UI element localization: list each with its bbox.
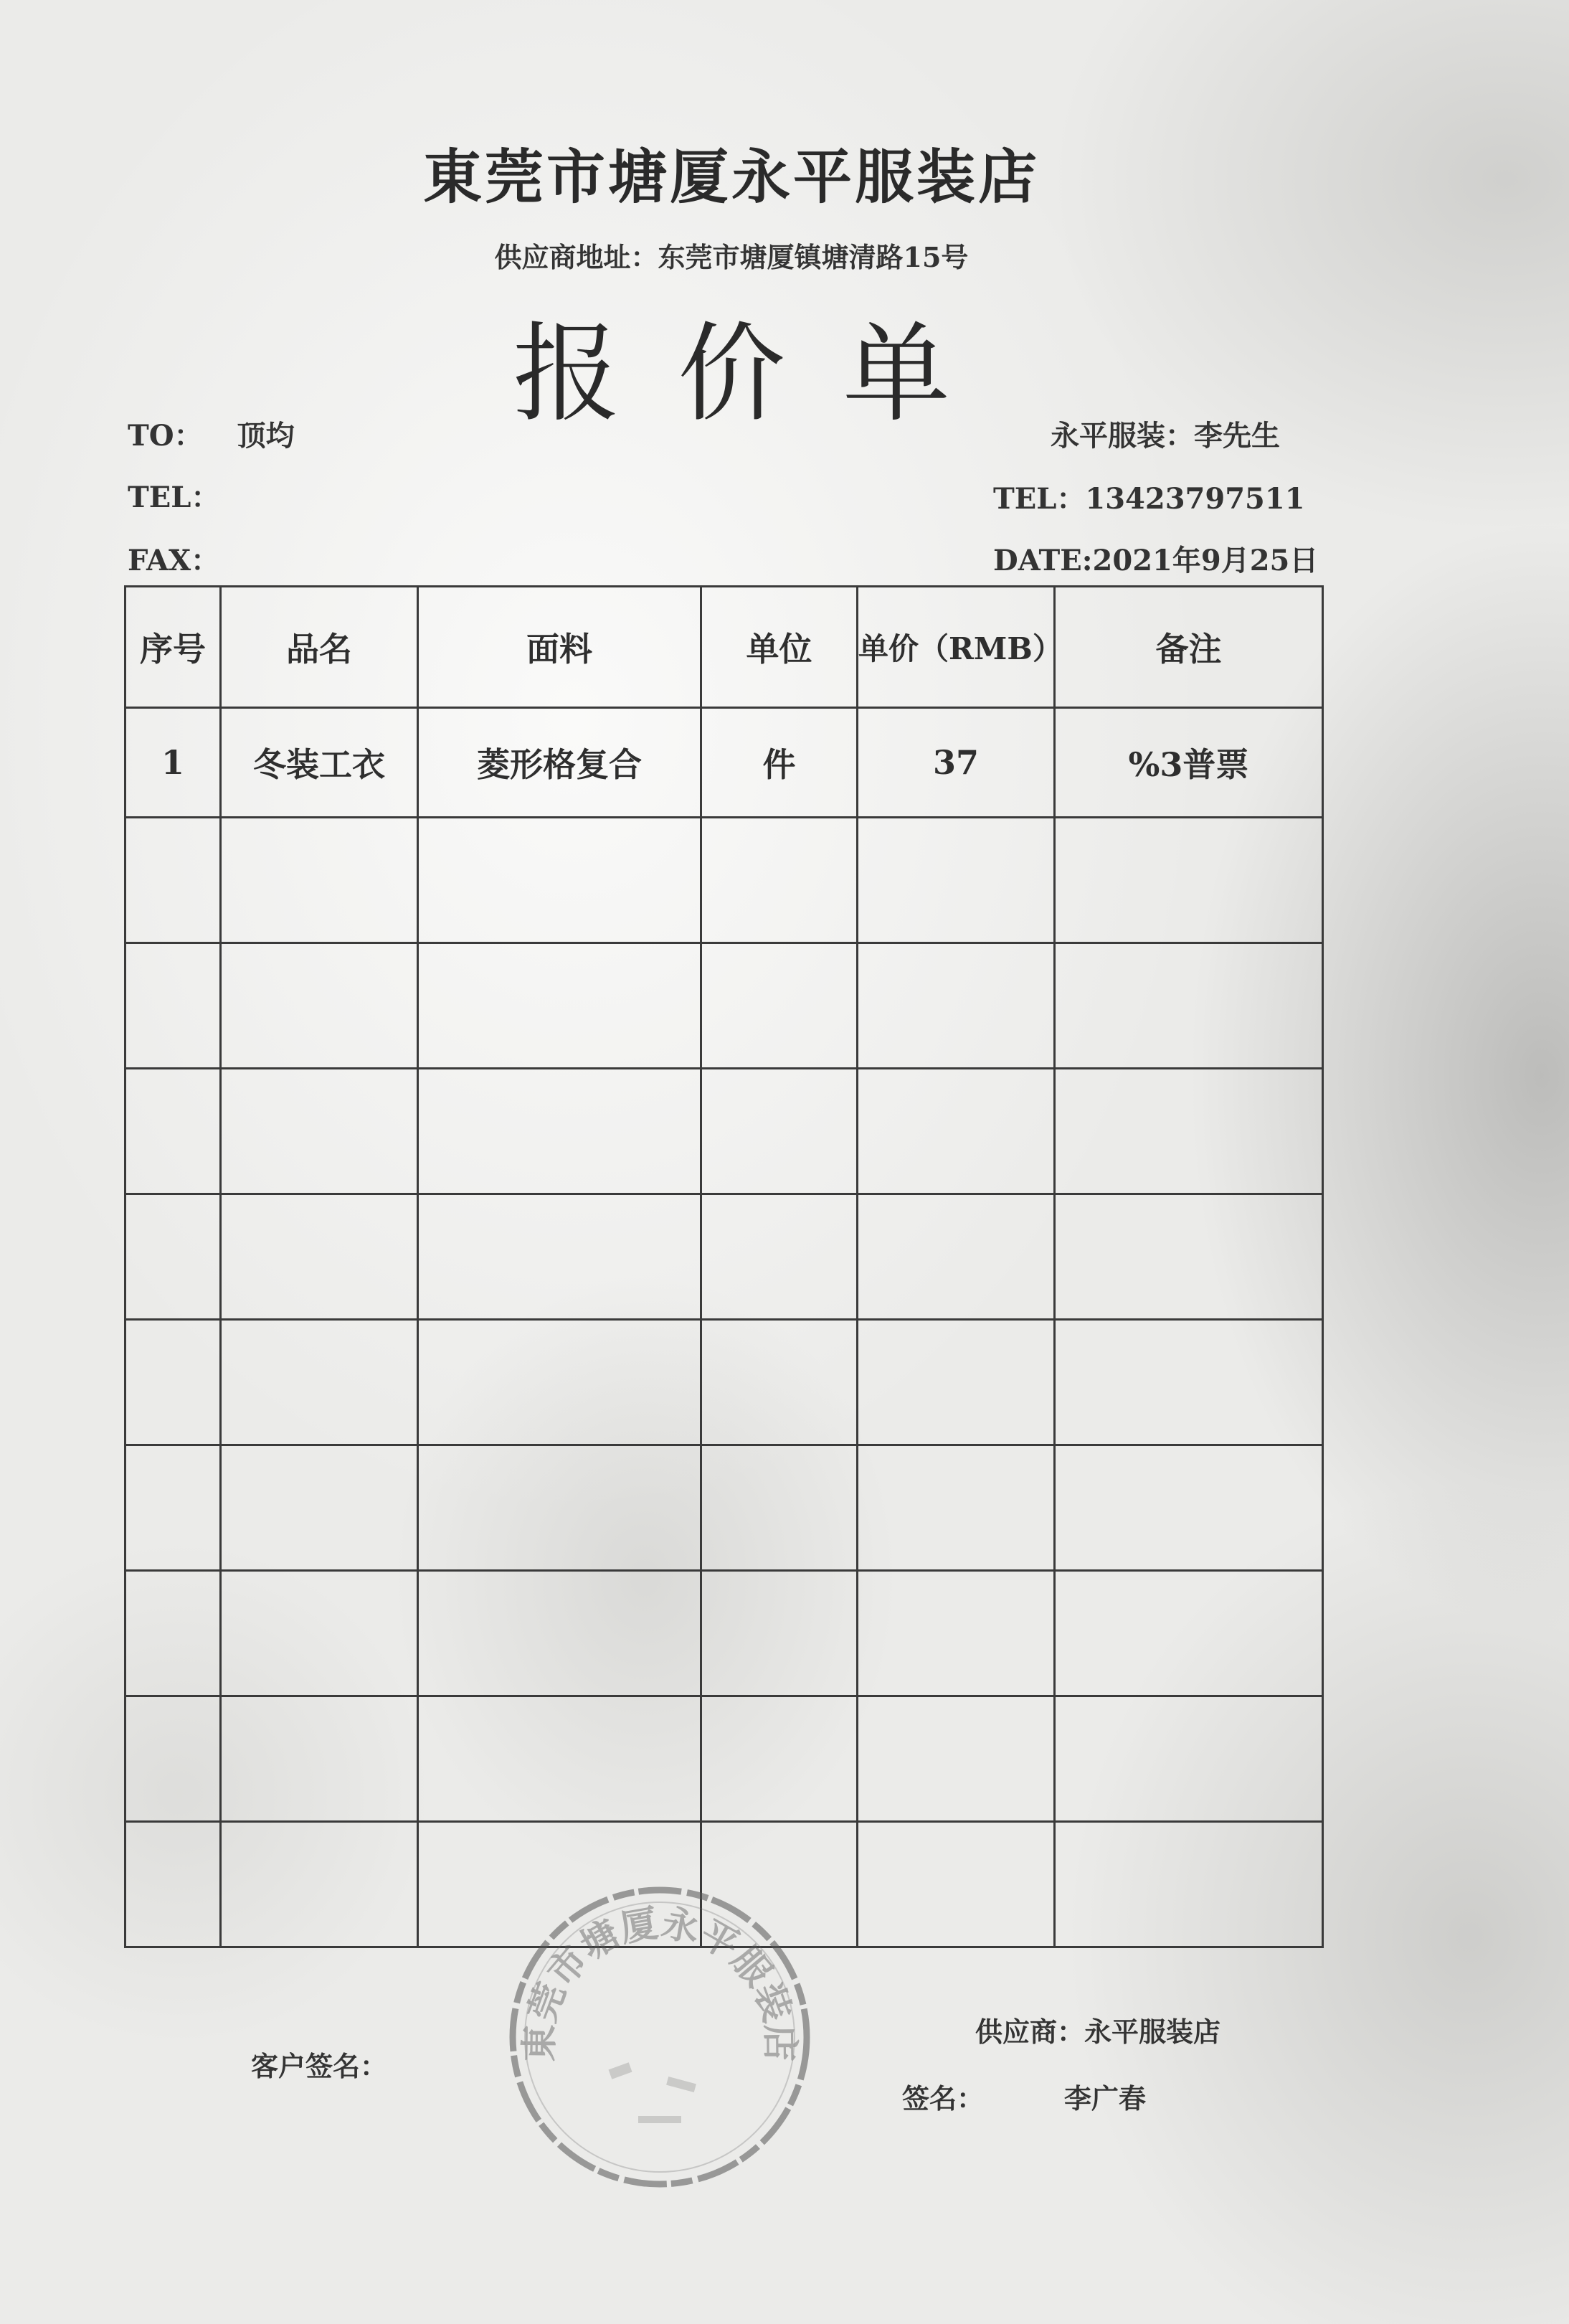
supplier-contact: 永平服装：李先生	[1051, 419, 1280, 453]
col-header-product: 品名	[221, 587, 418, 708]
supplier-signature	[902, 2077, 1146, 2116]
empty-table-row	[125, 1320, 1323, 1445]
signature-name: 李广春	[1064, 2082, 1147, 2115]
company-seal-stamp	[502, 1879, 817, 2195]
empty-table-row	[125, 1571, 1323, 1696]
cell-remarks: %3普票	[1055, 708, 1323, 818]
cell-product: 冬装工衣	[221, 708, 418, 818]
tel-label: TEL：	[128, 481, 220, 514]
col-header-unit: 单位	[701, 587, 858, 708]
supplier-address: 供应商地址：东莞市塘厦镇塘清路15号	[494, 241, 969, 273]
cell-fabric: 菱形格复合	[418, 708, 701, 818]
col-header-unit-price: 单价（RMB）	[858, 587, 1055, 708]
table-row	[125, 708, 1323, 818]
customer-signature-label: 客户签名：	[251, 2050, 388, 2082]
empty-table-row	[125, 1445, 1323, 1571]
supplier-tel: TEL：13423797511	[993, 482, 1305, 516]
empty-table-row	[125, 1194, 1323, 1320]
col-header-fabric: 面料	[418, 587, 701, 708]
empty-table-row	[125, 1069, 1323, 1194]
col-header-seq: 序号	[125, 587, 221, 708]
quote-date: DATE:2021年9月25日	[993, 544, 1319, 577]
empty-table-row	[125, 818, 1323, 943]
to-line	[128, 413, 295, 454]
supplier-name: 供应商：永平服装店	[975, 2016, 1221, 2048]
cell-unit-price: 37	[858, 708, 1055, 818]
fax-label: FAX：	[128, 544, 220, 577]
company-name: 東莞市塘厦永平服装店	[422, 143, 1040, 212]
signature-label: 签名：	[902, 2082, 985, 2115]
stamp-text: 東莞市塘厦永平服装店	[517, 1901, 802, 2062]
empty-table-row	[125, 943, 1323, 1069]
to-label: TO：	[128, 419, 203, 453]
cell-seq: 1	[125, 708, 221, 818]
quote-table	[124, 585, 1324, 1948]
to-value: 顶均	[237, 419, 295, 453]
table-header-row	[125, 587, 1323, 708]
col-header-remarks: 备注	[1055, 587, 1323, 708]
document-title: 报价单	[512, 312, 1008, 437]
cell-unit: 件	[701, 708, 858, 818]
empty-table-row	[125, 1696, 1323, 1822]
